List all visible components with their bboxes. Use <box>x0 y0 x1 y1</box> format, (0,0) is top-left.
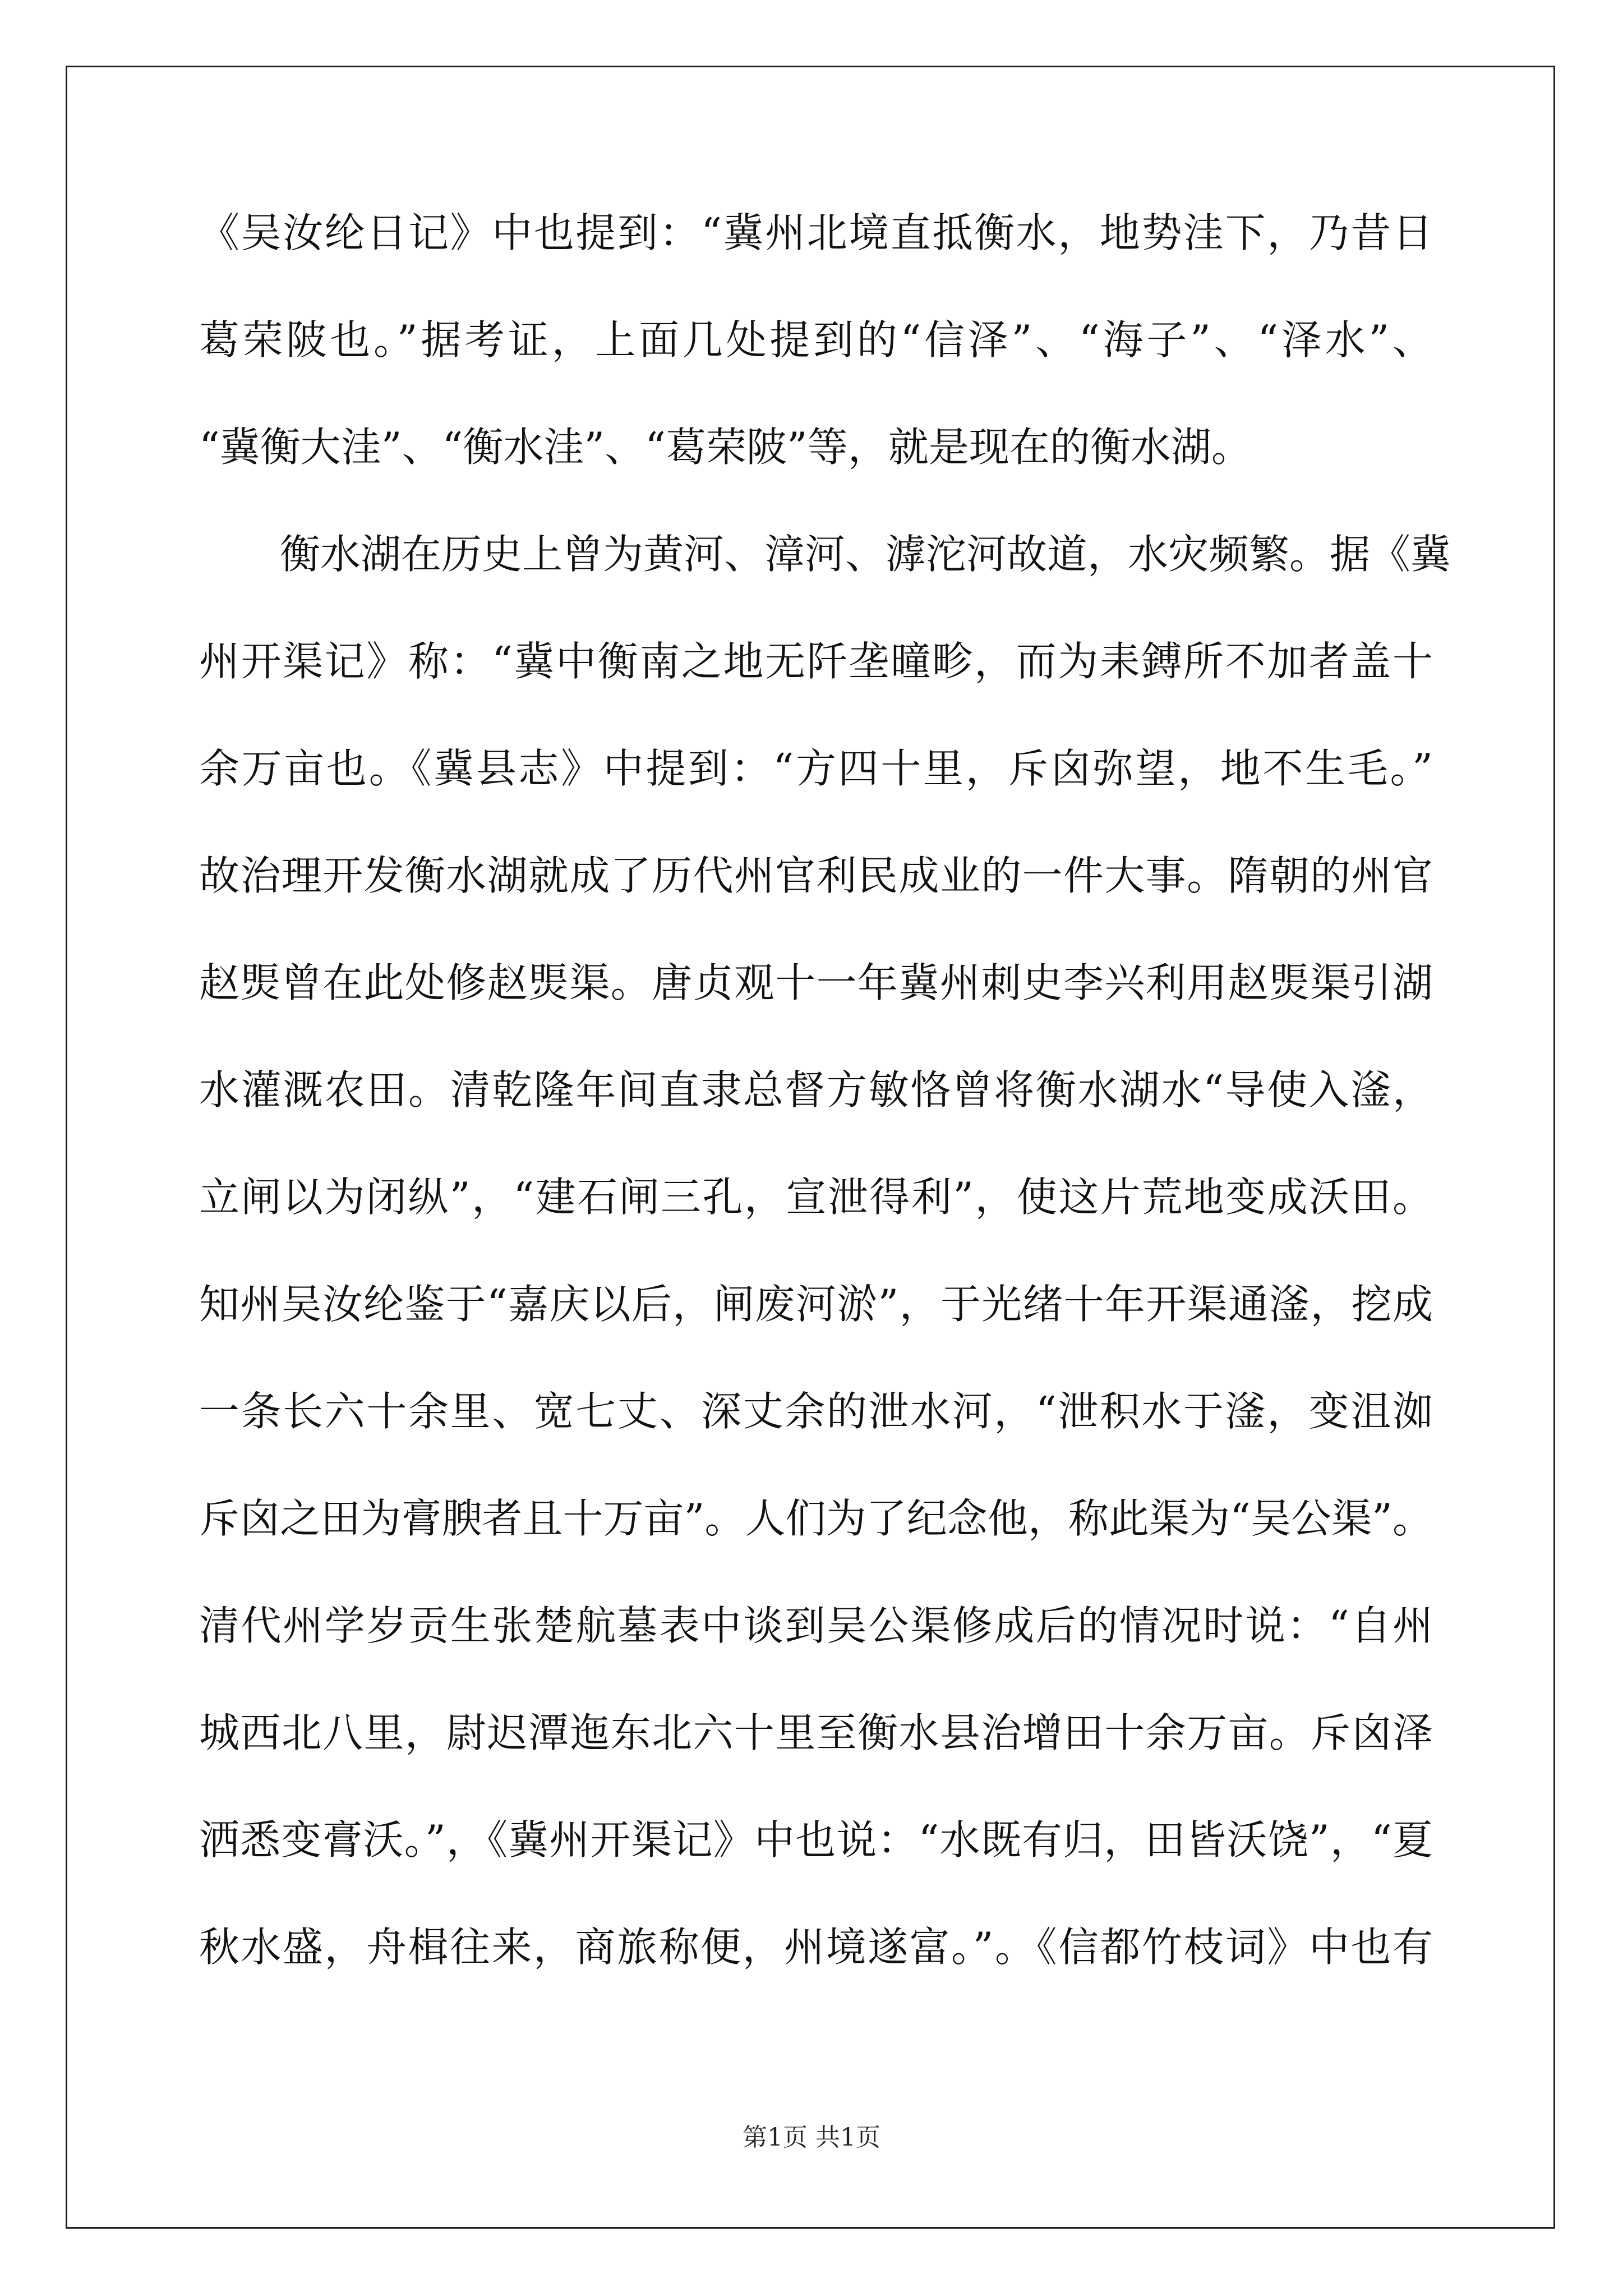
text-line-5: 州开渠记》称：“冀中衡南之地无阡垄曈畛，而为耒鎛所不加者盖十 <box>199 638 1433 685</box>
page-border <box>66 66 1555 2229</box>
text-line-3: “冀衡大洼”、“衡水洼”、“葛荣陂”等，就是现在的衡水湖。 <box>199 424 1252 471</box>
text-line-14: 清代州学岁贡生张楚航墓表中谈到吴公渠修成后的情况时说：“自州 <box>199 1602 1433 1649</box>
text-line-11: 知州吴汝纶鉴于“嘉庆以后，闸废河淤”，于光绪十年开渠通滏，挖成 <box>199 1281 1433 1328</box>
text-line-7: 故治理开发衡水湖就成了历代州官利民成业的一件大事。隋朝的州官 <box>199 852 1433 899</box>
text-line-16: 洒悉变膏沃。”，《冀州开渠记》中也说：“水既有归，田皆沃饶”，“夏 <box>199 1816 1433 1864</box>
text-line-15: 城西北八里，尉迟潭迤东北六十里至衡水县治增田十余万亩。斥囟泽 <box>199 1709 1433 1756</box>
paragraph-2-line-1: 衡水湖在历史上曾为黄河、漳河、滹沱河故道，水灾频繁。据《冀 <box>280 531 1451 578</box>
text-line-8: 赵煚曾在此处修赵煚渠。唐贞观十一年冀州刺史李兴利用赵煚渠引湖 <box>199 959 1433 1006</box>
text-line-12: 一条长六十余里、宽七丈、深丈余的泄水河，“泄积水于滏，变沮洳 <box>199 1388 1433 1435</box>
text-line-17: 秋水盛，舟楫往来，商旅称便，州境遂富。”。《信都竹枝词》中也有 <box>199 1924 1433 1971</box>
text-line-2: 葛荣陂也。”据考证，上面几处提到的“信泽”、“海子”、“泽水”、 <box>199 316 1433 364</box>
text-line-13: 斥囟之田为膏腴者且十万亩”。人们为了纪念他，称此渠为“吴公渠”。 <box>199 1495 1433 1542</box>
text-line-1: 《吴汝纶日记》中也提到：“冀州北境直抵衡水，地势洼下，乃昔日 <box>199 209 1433 256</box>
text-line-6: 余万亩也。《冀县志》中提到：“方四十里，斥囟弥望，地不生毛。” <box>199 745 1433 792</box>
text-line-9: 水灌溉农田。清乾隆年间直隶总督方敏恪曾将衡水湖水“导使入滏， <box>199 1066 1433 1114</box>
page-footer: 第1页 共1页 <box>743 2123 880 2152</box>
text-line-10: 立闸以为闭纵”，“建石闸三孔，宣泄得利”，使这片荒地变成沃田。 <box>199 1174 1433 1221</box>
